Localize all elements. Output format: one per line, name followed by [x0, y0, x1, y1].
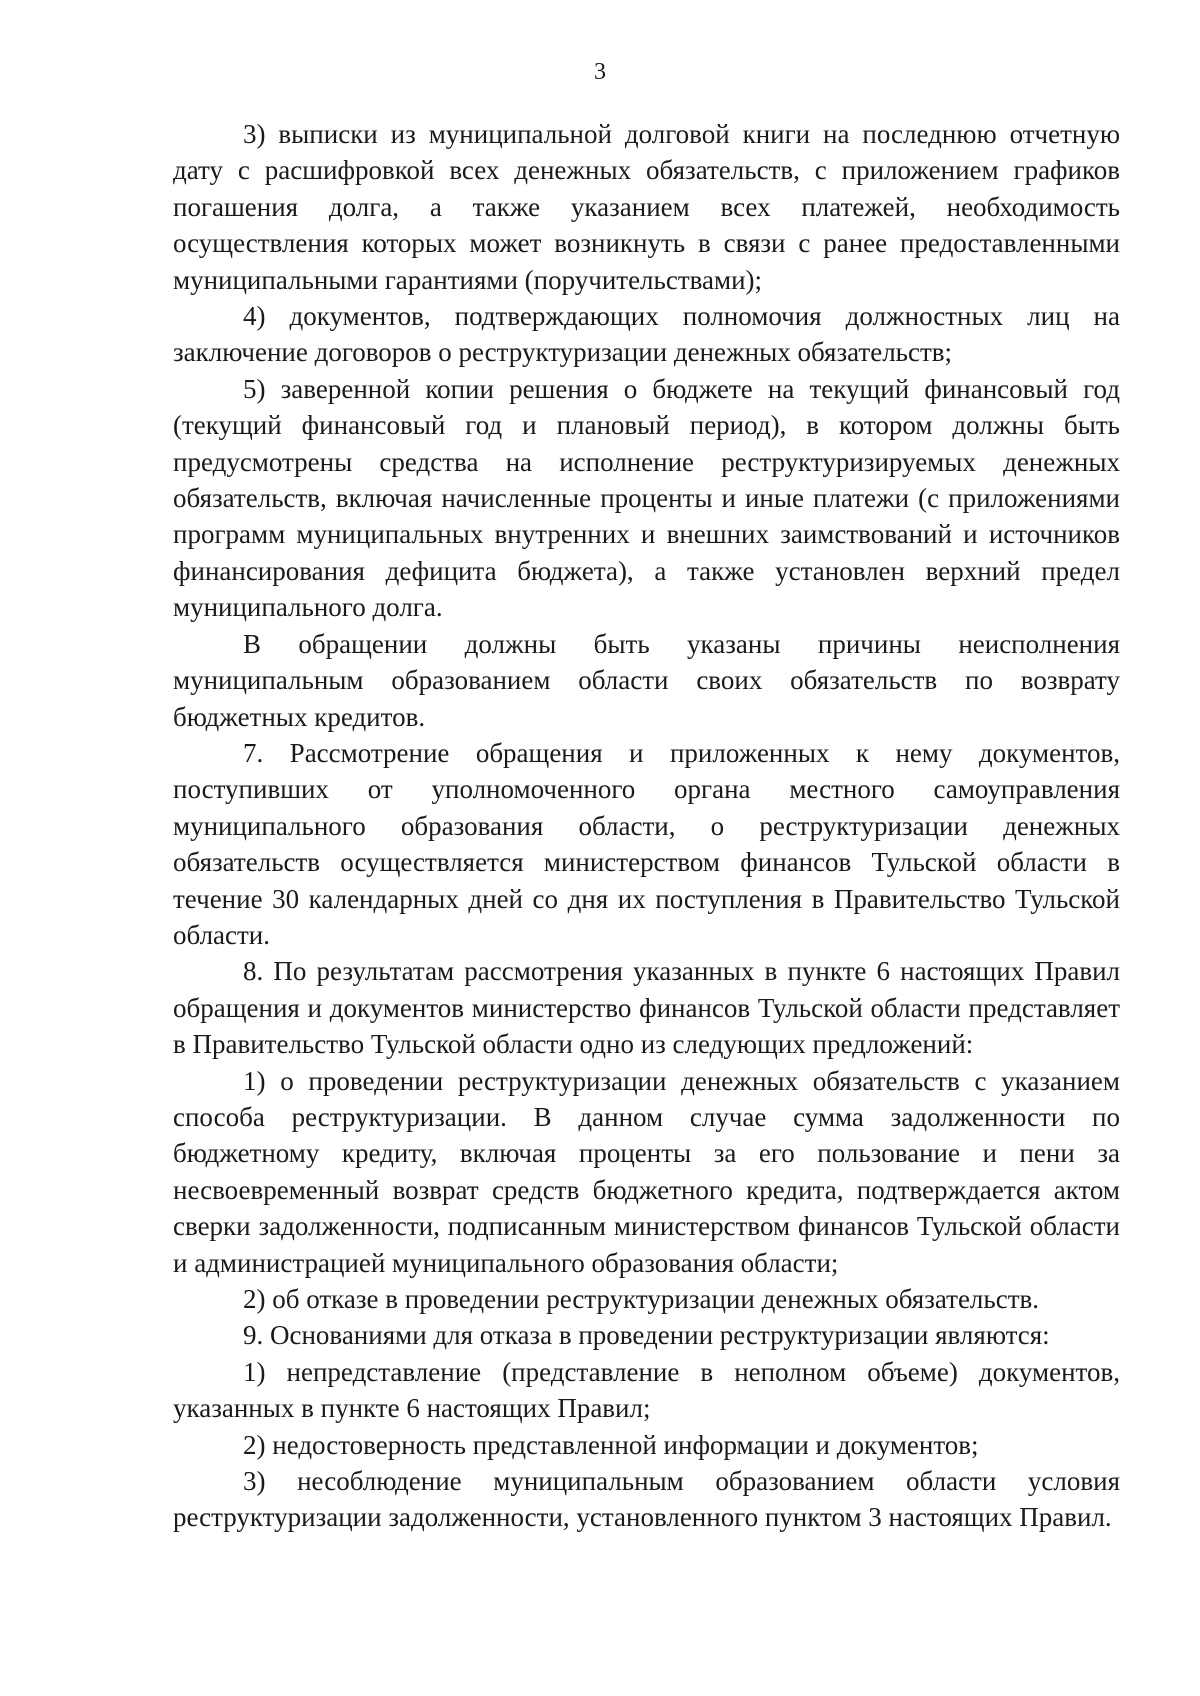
paragraph-clause-9-refusal-grounds: 9. Основаниями для отказа в проведении реструктуризации являются:	[243, 1320, 1050, 1351]
paragraph-item-4-authority-documents: 4) документов, подтверждающих полномочия должностных лиц на заключение договоров о реструктуризации денежных обязательств;	[173, 301, 1120, 368]
paragraph-item-3-debt-book-extracts: 3) выписки из муниципальной долговой книги на последнюю отчетную дату с расшифровкой всех денежных обязательств, с приложением графиков погашения долга, а также указанием всех платежей, необходимость осуществления которых может возникнуть в связи с ранее предоставленными муниципальными гарантиями (поручительствами);	[173, 119, 1120, 295]
paragraph-clause-9-ground-3: 3) несоблюдение муниципальным образованием области условия реструктуризации задолженности, установленного пунктом 3 настоящих Правил.	[173, 1466, 1120, 1533]
page-number: 3	[594, 59, 606, 85]
paragraph-item-5-budget-decision-copy: 5) заверенной копии решения о бюджете на текущий финансовый год (текущий финансовый год и плановый период), в котором должны быть предусмотрены средства на исполнение реструктуризируемых денежных обязательств, включая начисленные проценты и иные платежи (с приложениями программ муниципальных внутренних и внешних заимствований и источников финансирования дефицита бюджета), а также установлен верхний предел муниципального долга.	[173, 373, 1120, 623]
paragraph-clause-7-review: 7. Рассмотрение обращения и приложенных к нему документов, поступивших от уполномоченного органа местного самоуправления муниципального образования области, о реструктуризации денежных обязательств осуществляется министерством финансов Тульской области в течение 30 календарных дней со дня их поступления в Правительство Тульской области.	[173, 737, 1120, 950]
paragraph-clause-8-option-1: 1) о проведении реструктуризации денежных обязательств с указанием способа реструктуризации. В данном случае сумма задолженности по бюджетному кредиту, включая проценты за его пользование и пени за несвоевременный возврат средств бюджетного кредита, подтверждается актом сверки задолженности, подписанным министерством финансов Тульской области и администрацией муниципального образования области;	[173, 1065, 1120, 1278]
paragraph-clause-8-proposals: 8. По результатам рассмотрения указанных в пункте 6 настоящих Правил обращения и документов министерство финансов Тульской области представляет в Правительство Тульской области одно из следующих предложений:	[173, 956, 1120, 1060]
paragraph-clause-9-ground-1: 1) непредставление (представление в неполном объеме) документов, указанных в пункте 6 настоящих Правил;	[173, 1356, 1120, 1424]
paragraph-clause-9-ground-2: 2) недостоверность представленной информации и документов;	[243, 1429, 979, 1460]
document-body	[173, 116, 1120, 1536]
paragraph-clause-8-option-2: 2) об отказе в проведении реструктуризации денежных обязательств.	[243, 1284, 1039, 1314]
paragraph-request-reasons: В обращении должны быть указаны причины неисполнения муниципальным образованием области своих обязательств по возврату бюджетных кредитов.	[173, 628, 1120, 732]
